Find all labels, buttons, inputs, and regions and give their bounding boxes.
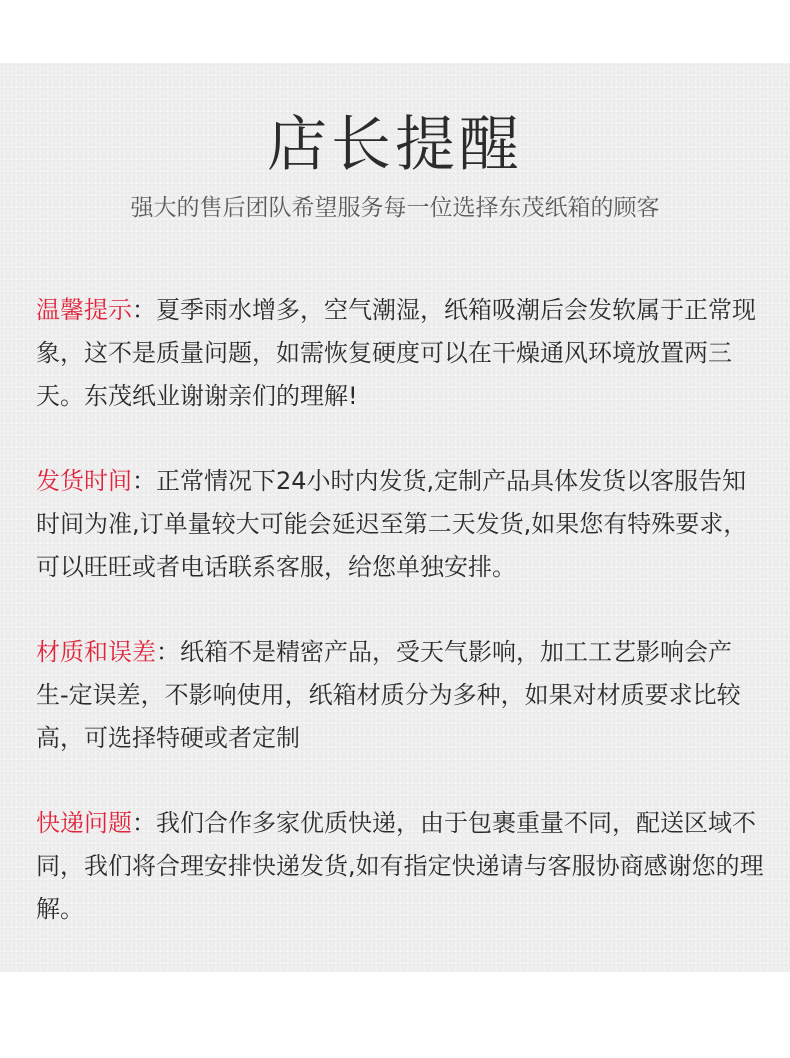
notice-separator: ： (156, 638, 180, 666)
notice-text: 纸箱不是精密产品，受天气影响，加工工艺影响会产生-定误差，不影响使用，纸箱材质分为多种，如果对材质要求比较高，可选择特硬或者定制 (36, 638, 741, 752)
notice-warm-tips (36, 289, 764, 418)
notice-courier-issues (36, 802, 764, 931)
notice-separator: ： (132, 296, 156, 324)
notice-text: 正常情况下24小时内发货,定制产品具体发货以客服告知时间为准,订单量较大可能会延迟至第二天发货,如果您有特殊要求，可以旺旺或者电话联系客服，给您单独安排。 (36, 467, 748, 581)
notice-label: 材质和误差 (36, 638, 156, 666)
notice-text: 夏季雨水增多，空气潮湿，纸箱吸潮后会发软属于正常现象，这不是质量问题，如需恢复硬度可以在干燥通风环境放置两三天。东茂纸业谢谢亲们的理解! (36, 296, 756, 410)
notice-separator: ： (132, 809, 156, 837)
notice-panel (0, 63, 790, 972)
notice-material-tolerance (36, 631, 764, 760)
page-subtitle: 强大的售后团队希望服务每一位选择东茂纸箱的顾客 (130, 195, 660, 221)
page-title: 店长提醒 (267, 110, 523, 180)
notice-label: 快递问题 (36, 809, 132, 837)
notice-shipping-time (36, 460, 764, 589)
notice-separator: ： (132, 467, 156, 495)
notice-label: 温馨提示 (36, 296, 132, 324)
notice-label: 发货时间 (36, 467, 132, 495)
notice-text: 我们合作多家优质快递，由于包裹重量不同，配送区域不同，我们将合理安排快递发货,如有指定快递请与客服协商感谢您的理解。 (36, 809, 764, 923)
